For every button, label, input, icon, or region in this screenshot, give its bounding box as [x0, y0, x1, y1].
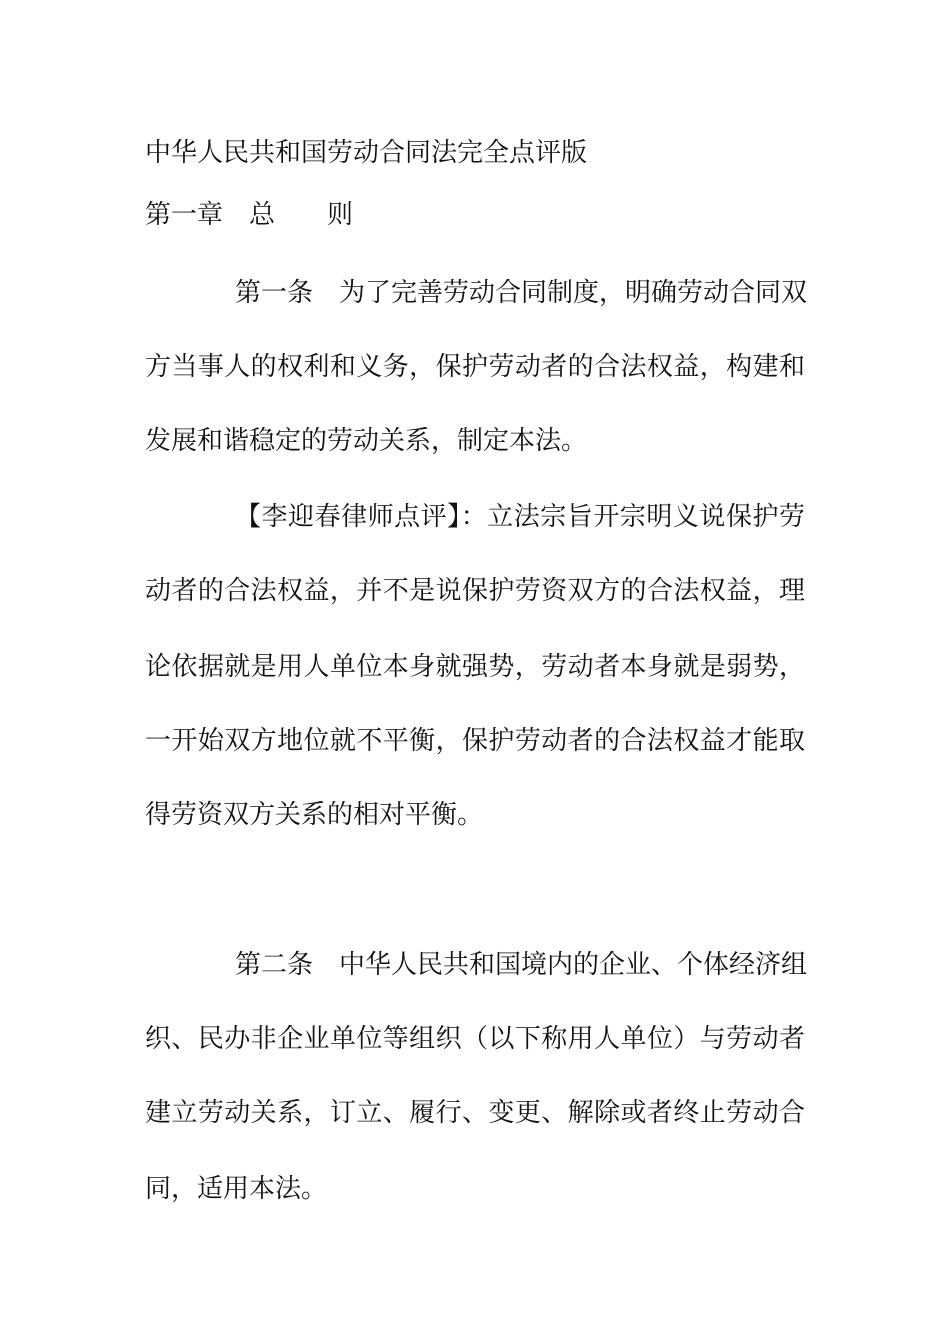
comment-1-line: 一开始双方地位就不平衡，保护劳动者的合法权益才能取 [145, 726, 805, 756]
comment-1-line: 动者的合法权益，并不是说保护劳资双方的合法权益，理 [145, 576, 805, 606]
article-2-line: 第二条 中华人民共和国境内的企业、个体经济组 [235, 950, 808, 980]
comment-1-line: 论依据就是用人单位本身就强势，劳动者本身就是弱势， [145, 652, 805, 682]
comment-1-line: 【李迎春律师点评】：立法宗旨开宗明义说保护劳 [235, 502, 805, 532]
chapter-heading: 第一章 总 则 [145, 200, 354, 230]
comment-1-line: 得劳资双方关系的相对平衡。 [145, 800, 484, 830]
document-title: 中华人民共和国劳动合同法完全点评版 [145, 138, 588, 168]
article-2-line: 织、民办非企业单位等组织（以下称用人单位）与劳动者 [145, 1024, 805, 1054]
article-1-line: 发展和谐稳定的劳动关系，制定本法。 [145, 426, 588, 456]
article-1-line: 第一条 为了完善劳动合同制度，明确劳动合同双 [235, 278, 808, 308]
article-1-line: 方当事人的权利和义务，保护劳动者的合法权益，构建和 [145, 352, 805, 382]
article-2-line: 建立劳动关系，订立、履行、变更、解除或者终止劳动合 [145, 1098, 805, 1128]
article-2-line: 同，适用本法。 [145, 1174, 328, 1204]
